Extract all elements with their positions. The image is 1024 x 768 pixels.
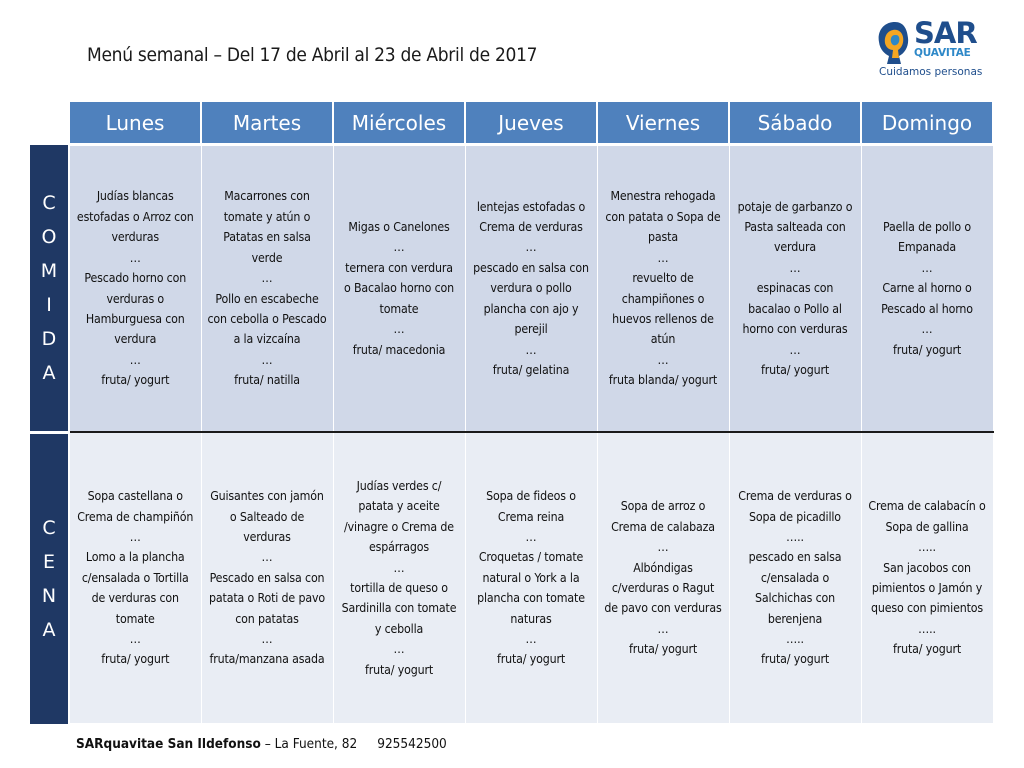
footer-address: – La Fuente, 82 [260, 736, 358, 752]
menu-cell-line: … [921, 260, 933, 275]
menu-cell-line: potaje de garbanzo o [737, 199, 853, 214]
menu-cell-line: Paella de pollo o [883, 220, 971, 235]
menu-cell-cena-friday [597, 432, 729, 724]
menu-cell-line: fruta/ yogurt [101, 652, 170, 667]
menu-cell-line: Crema de calabaza [611, 519, 715, 534]
menu-cell-line: … [657, 352, 669, 367]
menu-cell-line: tomate y atún o [223, 209, 311, 224]
day-header-wednesday: Miércoles [333, 101, 465, 145]
meal-label-letter: O [41, 225, 57, 248]
menu-cell-line: pasta [648, 230, 678, 245]
menu-cell-line: … [657, 250, 669, 265]
menu-cell-line: tortilla de queso o [350, 581, 448, 595]
menu-cell-line: fruta blanda/ yogurt [608, 373, 718, 388]
menu-cell-line: espinacas con [756, 281, 834, 296]
menu-cell-comida-friday [597, 145, 729, 433]
menu-cell-line: … [525, 342, 537, 357]
page-title: Menú semanal – Del 17 de Abril al 23 de Abril de 2017 [87, 44, 538, 66]
menu-cell-line: Pescado en salsa con [209, 570, 325, 585]
menu-cell-line: horno con verduras [742, 322, 848, 337]
menu-cell-line: patata o Roti de pavo [209, 591, 325, 606]
menu-cell-line: verdura [774, 240, 816, 255]
menu-cell-line: Macarrones con [224, 189, 310, 204]
menu-cell-line: Sopa de arroz o [620, 499, 706, 514]
menu-cell-comida-monday [69, 145, 201, 433]
menu-cell-line: … [525, 632, 537, 647]
menu-cell-line: fruta/manzana asada [209, 652, 325, 667]
menu-cell-line: fruta/ yogurt [364, 662, 434, 677]
meal-label-comida [30, 145, 69, 433]
menu-cell-line: … [393, 642, 405, 657]
menu-cell-line: de pavo con verduras [604, 601, 722, 616]
menu-cell-line: Pollo en escabeche [215, 291, 319, 306]
menu-cell-line: verduras [243, 529, 291, 544]
menu-cell-line: c/ensalada o [760, 570, 830, 585]
menu-cell-cena-saturday [729, 432, 861, 724]
menu-cell-cena-sunday [861, 432, 993, 724]
menu-cell-line: Sopa de picadillo [749, 509, 841, 524]
menu-cell-line: fruta/ yogurt [760, 362, 830, 377]
menu-cell-line: … [657, 621, 669, 636]
menu-cell-line: naturas [510, 611, 552, 626]
menu-cell-line: … [789, 260, 801, 275]
menu-cell-line: con cebolla o Pescado [207, 311, 327, 326]
menu-cell-line: … [657, 540, 669, 555]
menu-cell-line: fruta/ macedonia [352, 342, 446, 357]
menu-cell-cena-wednesday [333, 432, 465, 724]
menu-cell-line: fruta/ yogurt [101, 373, 170, 388]
meal-label-letter: A [42, 361, 56, 384]
menu-cell-line: perejil [514, 322, 548, 337]
menu-cell-line: espárragos [368, 540, 430, 555]
menu-cell-line: … [393, 322, 405, 337]
menu-cell-line: fruta/ yogurt [892, 642, 962, 657]
menu-cell-line: … [261, 271, 273, 286]
day-header-friday: Viernes [597, 101, 729, 145]
menu-cell-line: … [129, 352, 141, 367]
meal-label-letter: C [42, 191, 56, 214]
day-header-saturday: Sábado [729, 101, 861, 145]
menu-cell-line: … [921, 322, 933, 337]
menu-cell-line: … [261, 352, 273, 367]
menu-cell-line: verde [251, 250, 283, 265]
menu-cell-line: … [129, 250, 141, 265]
menu-cell-line: verdura o pollo [490, 281, 572, 296]
menu-cell-line: ….. [786, 529, 804, 544]
menu-cell-cena-monday [69, 432, 201, 724]
meal-label-letter: A [42, 618, 56, 641]
brand-heads-icon [875, 20, 913, 66]
meal-label-letter: D [41, 327, 57, 350]
menu-cell-line: Salchichas con [755, 591, 835, 606]
menu-cell-cena-thursday [465, 432, 597, 724]
menu-cell-comida-sunday [861, 145, 993, 433]
menu-cell-line: atún [650, 332, 676, 347]
menu-cell-line: Pescado horno con [84, 271, 187, 286]
meal-label-letter: C [42, 516, 56, 539]
menu-cell-line: fruta/ gelatina [492, 362, 570, 377]
menu-cell-line: queso con pimientos [870, 601, 984, 616]
menu-cell-line: c/ensalada o Tortilla [81, 570, 189, 585]
menu-row-comida [30, 145, 993, 433]
menu-cell-line: ….. [918, 540, 936, 555]
menu-cell-line: … [393, 240, 405, 255]
menu-cell-line: plancha con ajo y [483, 301, 579, 316]
menu-cell-line: Pescado al horno [881, 301, 973, 316]
menu-cell-cena-tuesday [201, 432, 333, 724]
meal-label-letter: I [46, 293, 52, 316]
menu-cell-line: ….. [918, 621, 936, 636]
menu-cell-line: plancha con tomate [477, 591, 585, 606]
menu-cell-line: Crema de champiñón [77, 509, 194, 524]
menu-cell-line: Migas o Canelones [348, 220, 450, 235]
menu-cell-line: a la vizcaína [233, 332, 301, 347]
menu-cell-line: … [525, 529, 537, 544]
menu-cell-line: Lomo a la plancha [85, 550, 185, 565]
menu-cell-line: Judías verdes c/ [356, 478, 442, 493]
footer [76, 736, 447, 752]
menu-cell-line: Empanada [898, 240, 956, 255]
menu-cell-line: o Salteado de [229, 509, 305, 524]
menu-cell-line: con patata o Sopa de [605, 209, 721, 224]
menu-cell-line: o Bacalao horno con [343, 281, 455, 296]
menu-cell-line: fruta/ yogurt [628, 642, 698, 657]
menu-cell-line: … [129, 632, 141, 647]
day-header-tuesday: Martes [201, 101, 333, 145]
menu-cell-line: champiñones o [621, 291, 705, 306]
menu-cell-line: berenjena [767, 611, 823, 626]
logo-brand-text: SAR [914, 16, 977, 50]
menu-cell-line: Sopa de fideos o [486, 489, 576, 504]
menu-cell-line: Croquetas / tomate [478, 550, 584, 565]
menu-cell-line: Pasta salteada con [744, 220, 846, 235]
logo-tagline: Cuidamos personas [879, 66, 983, 78]
footer-name: SARquavitae San Ildefonso [76, 736, 261, 752]
menu-cell-line: huevos rellenos de [612, 311, 714, 326]
menu-cell-line: verdura [114, 332, 157, 347]
menu-cell-line: Crema reina [497, 509, 565, 524]
menu-cell-line: San jacobos con [883, 560, 971, 575]
menu-cell-line: patata y aceite [358, 499, 440, 514]
corner-cell [30, 101, 69, 145]
menu-cell-line: … [525, 240, 537, 255]
weekly-menu-table [30, 100, 994, 724]
sarquavitae-logo [872, 16, 984, 80]
menu-cell-line: Crema de verduras o [738, 489, 852, 504]
logo-sub-text: QUAVITAE [914, 47, 971, 59]
menu-cell-line: ….. [786, 632, 804, 647]
menu-cell-line: pimientos o Jamón y [871, 581, 983, 595]
menu-cell-line: c/verduras o Ragut [611, 581, 715, 595]
menu-cell-line: … [789, 342, 801, 357]
menu-row-cena [30, 432, 993, 724]
menu-cell-line: Sardinilla con tomate [341, 601, 457, 616]
menu-cell-line: fruta/ yogurt [760, 652, 830, 667]
menu-cell-line: … [129, 529, 141, 544]
menu-cell-line: ternera con verdura [345, 260, 453, 275]
day-header-sunday: Domingo [861, 101, 993, 145]
menu-cell-line: /vinagre o Crema de [344, 519, 454, 534]
menu-cell-line: bacalao o Pollo al [748, 301, 842, 316]
menu-cell-comida-tuesday [201, 145, 333, 433]
menu-cell-line: Carne al horno o [882, 281, 972, 296]
menu-cell-line: Crema de verduras [479, 220, 583, 235]
menu-cell-line: Menestra rehogada [610, 189, 716, 204]
menu-cell-line: … [261, 632, 273, 647]
menu-cell-line: Judías blancas [96, 189, 174, 204]
menu-cell-line: pescado en salsa [748, 550, 842, 565]
menu-cell-line: estofadas o Arroz con [76, 209, 194, 224]
menu-cell-line: fruta/ yogurt [892, 342, 962, 357]
meal-label-letter: E [42, 550, 55, 573]
menu-cell-comida-wednesday [333, 145, 465, 433]
meal-label-letter: M [40, 259, 58, 282]
menu-cell-line: Crema de calabacín o [868, 499, 986, 514]
menu-cell-line: de verduras con [91, 591, 179, 606]
menu-cell-line: Guisantes con jamón [210, 489, 324, 504]
menu-cell-line: Hamburguesa con [85, 311, 185, 326]
menu-cell-line: Albóndigas [633, 560, 693, 575]
menu-cell-line: con patatas [235, 611, 299, 626]
menu-cell-line: Sopa castellana o [87, 489, 183, 504]
menu-cell-line: pescado en salsa con [473, 260, 589, 275]
menu-cell-line: lentejas estofadas o [476, 199, 586, 214]
day-header-thursday: Jueves [465, 101, 597, 145]
day-header-row [30, 101, 993, 145]
menu-cell-comida-saturday [729, 145, 861, 433]
menu-cell-line: fruta/ natilla [234, 373, 300, 388]
menu-cell-line: tomate [379, 301, 419, 316]
menu-cell-line: tomate [115, 611, 155, 626]
meal-label-letter: N [41, 584, 57, 607]
menu-cell-line: natural o York a la [482, 570, 580, 585]
menu-cell-line: verduras [111, 230, 160, 245]
meal-label-cena [30, 432, 69, 724]
day-header-monday: Lunes [69, 101, 201, 145]
menu-cell-line: revuelto de [632, 271, 694, 286]
menu-cell-comida-thursday [465, 145, 597, 433]
menu-cell-line: … [261, 550, 273, 565]
menu-cell-line: fruta/ yogurt [496, 652, 566, 667]
menu-cell-line: Sopa de gallina [885, 519, 969, 534]
footer-phone: 925542500 [377, 736, 447, 752]
menu-cell-line: y cebolla [374, 621, 424, 636]
menu-cell-line: Patatas en salsa [223, 230, 311, 245]
menu-cell-line: verduras o [106, 291, 165, 306]
menu-cell-line: … [393, 560, 405, 575]
